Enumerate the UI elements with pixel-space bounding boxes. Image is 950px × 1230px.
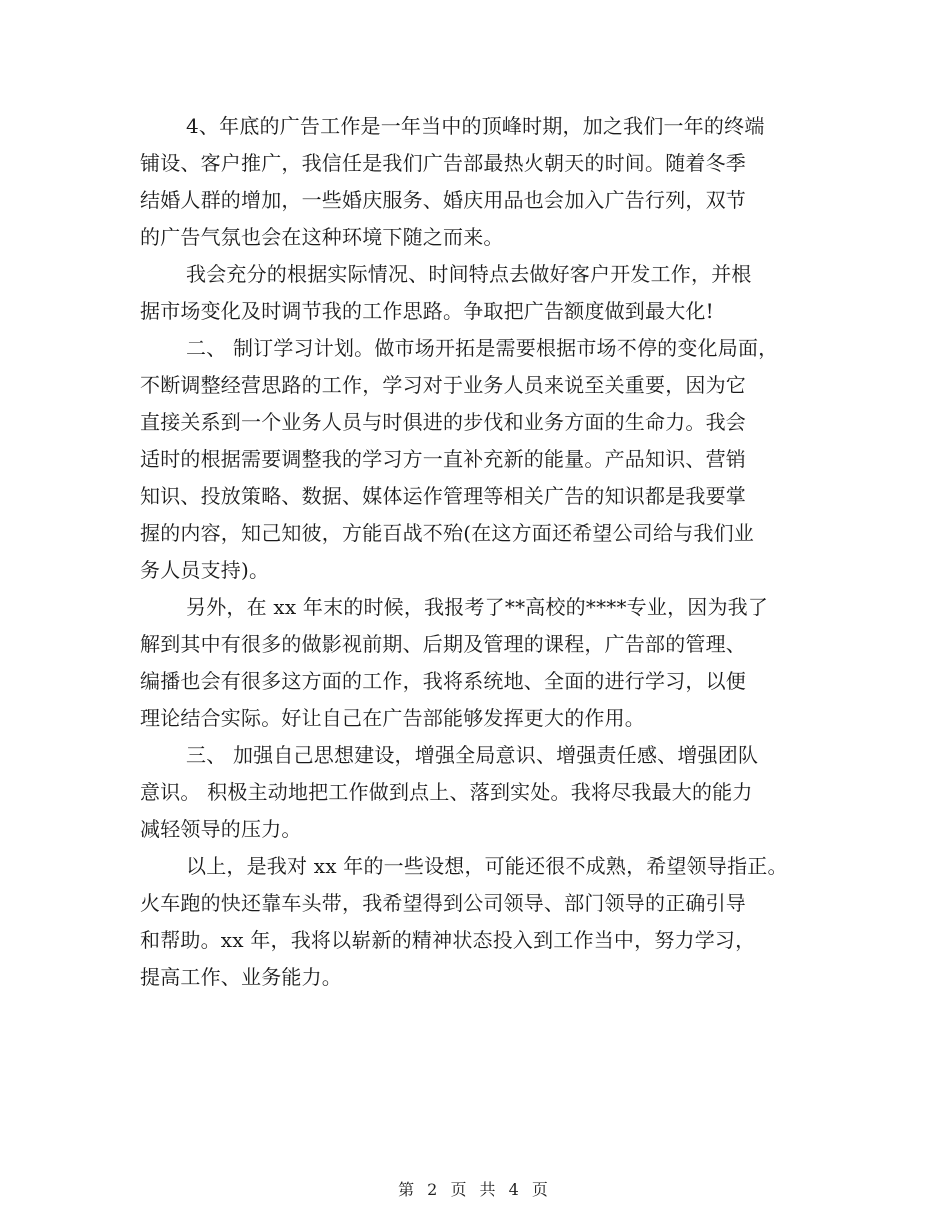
text-line: 握的内容，知己知彼，方能百战不殆(在这方面还希望公司给与我们业 <box>140 521 755 545</box>
text-line: 知识、投放策略、数据、媒体运作管理等相关广告的知识都是我要掌 <box>140 484 746 508</box>
text-line: 的广告气氛也会在这种环境下随之而来。 <box>140 225 504 249</box>
text-line: 编播也会有很多这方面的工作，我将系统地、全面的进行学习，以便 <box>140 669 746 693</box>
text-line: 务人员支持)。 <box>140 558 270 582</box>
text-line: 解到其中有很多的做影视前期、后期及管理的课程，广告部的管理、 <box>140 632 746 656</box>
text-line: 减轻领导的压力。 <box>140 817 302 841</box>
text-line: 适时的根据需要调整我的学习方一直补充新的能量。产品知识、营销 <box>140 447 746 471</box>
text-line: 以上，是我对 xx 年的一些设想，可能还很不成熟，希望领导指正。 <box>186 854 788 878</box>
text-line: 直接关系到一个业务人员与时俱进的步伐和业务方面的生命力。我会 <box>140 410 746 434</box>
text-line: 不断调整经营思路的工作，学习对于业务人员来说至关重要，因为它 <box>140 373 746 397</box>
text-line: 意识。 积极主动地把工作做到点上、落到实处。我将尽我最大的能力 <box>140 780 753 804</box>
text-line: 铺设、客户推广，我信任是我们广告部最热火朝天的时间。随着冬季 <box>140 151 746 175</box>
text-line: 理论结合实际。好让自己在广告部能够发挥更大的作用。 <box>140 706 645 730</box>
text-line: 结婚人群的增加，一些婚庆服务、婚庆用品也会加入广告行列，双节 <box>140 188 746 212</box>
text-line: 据市场变化及时调节我的工作思路。争取把广告额度做到最大化! <box>140 299 714 323</box>
text-line: 我会充分的根据实际情况、时间特点去做好客户开发工作，并根 <box>186 262 752 286</box>
body-text <box>140 108 830 996</box>
text-line: 另外，在 xx 年末的时候，我报考了**高校的****专业，因为我了 <box>186 595 769 619</box>
text-line: 三、 加强自己思想建设，增强全局意识、增强责任感、增强团队 <box>186 743 759 767</box>
text-line: 和帮助。xx 年，我将以崭新的精神状态投入到工作当中，努力学习， <box>140 928 756 952</box>
text-line: 火车跑的快还靠车头带，我希望得到公司领导、部门领导的正确引导 <box>140 891 746 915</box>
text-line: 二、 制订学习计划。做市场开拓是需要根据市场不停的变化局面， <box>186 336 779 360</box>
page-footer: 第 2 页 共 4 页 <box>398 1180 552 1199</box>
text-line: 4、年底的广告工作是一年当中的顶峰时期，加之我们一年的终端 <box>186 114 765 138</box>
text-line: 提高工作、业务能力。 <box>140 965 342 989</box>
